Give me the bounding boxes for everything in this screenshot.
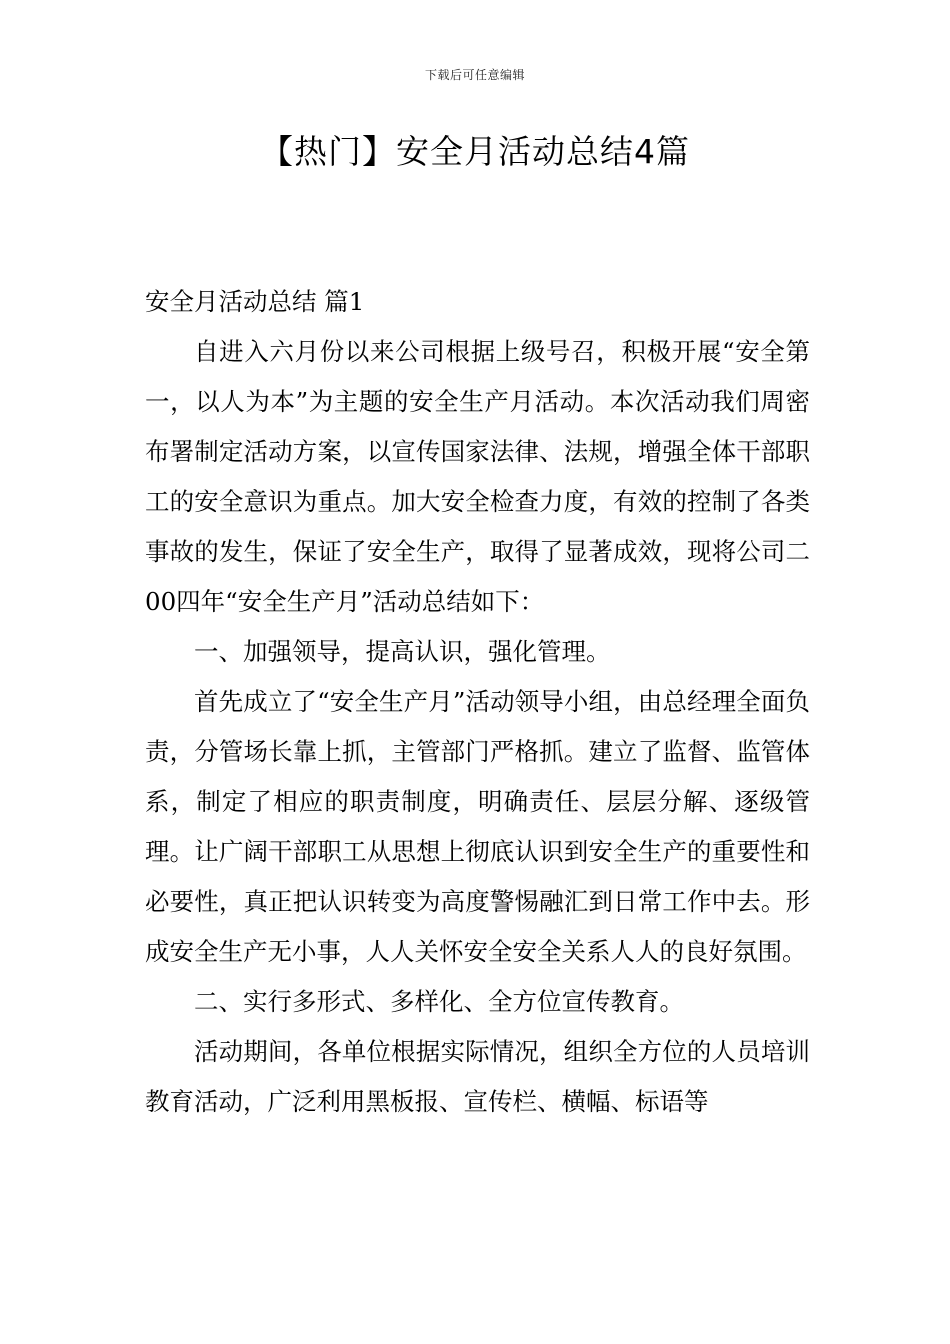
header-note: 下载后可任意编辑 bbox=[424, 68, 525, 82]
document-title: 【热门】安全月活动总结4篇 bbox=[260, 132, 690, 171]
body-paragraph-intro: 自进入六月份以来公司根据上级号召，积极开展“安全第一，以人为本”为主题的安全生产月活动。本次活动我们周密布署制定活动方案，以宣传国家法律、法规，增强全体干部职工的安全意识为重点。加大安全检查力度，有效的控制了各类事故的发生，保证了安全生产，取得了显著成效，现将公司二00四年“安全生产月”活动总结如下： bbox=[145, 337, 810, 616]
section-heading: 安全月活动总结 篇1 bbox=[145, 287, 365, 316]
subheading-2: 二、实行多形式、多样化、全方位宣传教育。 bbox=[194, 987, 684, 1016]
body-paragraph-leadership: 首先成立了“安全生产月”活动领导小组，由总经理全面负责，分管场长靠上抓，主管部门严格抓。建立了监督、监管体系，制定了相应的职责制度，明确责任、层层分解、逐级管理。让广阔干部职工从思想上彻底认识到安全生产的重要性和必要性，真正把认识转变为高度警惕融汇到日常工作中去。形成安全生产无小事，人人关怀安全安全关系人人的良好氛围。 bbox=[145, 687, 810, 966]
body-paragraph-education: 活动期间，各单位根据实际情况，组织全方位的人员培训教育活动，广泛利用黑板报、宣传栏、横幅、标语等 bbox=[145, 1037, 810, 1116]
document-body bbox=[145, 277, 810, 1127]
subheading-1: 一、加强领导，提高认识，强化管理。 bbox=[194, 637, 611, 666]
